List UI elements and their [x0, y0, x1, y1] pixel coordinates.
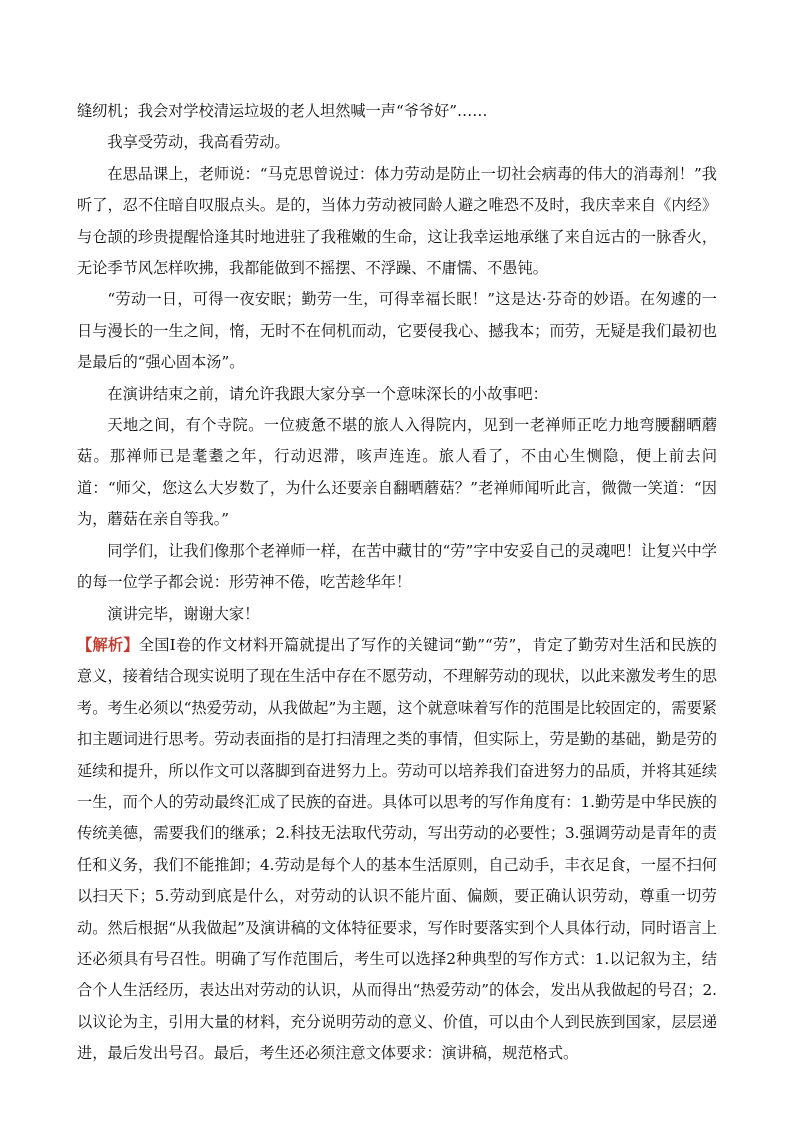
paragraph-2: 我享受劳动，我高看劳动。	[107, 133, 290, 152]
paragraph-3: 在思品课上，老师说：“马克思曾说过：体力劳动是防止一切社会病毒的伟大的消毒剂！”我听了，忍不住暗自叹服点头。是的，当体力劳动被同龄人避之唯恐不及时，我庆幸来自《内经》与仓颉的珍贵提醒恰逢其时地进驻了我稚嫩的生命，这让我幸运地承继了来自远古的一脉香火，无论季节风怎样吹拂，我都能做到不摇摆、不浮躁、不庸懦、不愚钝。	[77, 164, 717, 278]
analysis-tag: 【解析】	[77, 635, 139, 654]
paragraph-4: “劳动一日，可得一夜安眠；勤劳一生，可得幸福长眠！”这是达·芬奇的妙语。在匆遽的一日与漫长的一生之间，惰，无时不在伺机而动，它要侵我心、撼我本；而劳，无疑是我们最初也是最后的“强心固本汤”。	[77, 290, 717, 372]
paragraph-6: 天地之间，有个寺院。一位疲惫不堪的旅人入得院内，见到一老禅师正吃力地弯腰翻晒蘑菇。那禅师已是耄耋之年，行动迟滞，咳声连连。旅人看了，不由心生恻隐，便上前去问道：“师父，您这么大岁数了，为什么还要亲自翻晒蘑菇？”老禅师闻听此言，微微一笑道：“因为，蘑菇在亲自等我。”	[77, 416, 717, 529]
paragraph-1: 缝纫机；我会对学校清运垃圾的老人坦然喊一声“爷爷好”……	[77, 102, 488, 120]
analysis-paragraph	[77, 630, 717, 1070]
analysis-text: 全国Ⅰ卷的作文材料开篇就提出了写作的关键词“勤”“劳”，肯定了勤劳对生活和民族的意义，接着结合现实说明了现在生活中存在不愿劳动，不理解劳动的现状，以此来激发考生的思考。考生必须以“热爱劳动，从我做起”为主题，这个就意味着写作的范围是比较固定的，需要紧扣主题词进行思考。劳动表面指的是打扫清理之类的事情，但实际上，劳是勤的基础，勤是劳的延续和提升，所以作文可以落脚到奋进努力上。劳动可以培养我们奋进努力的品质，并将其延续一生，而个人的劳动最终汇成了民族的奋进。具体可以思考的写作角度有：1.勤劳是中华民族的传统美德，需要我们的继承；2.科技无法取代劳动，写出劳动的必要性；3.强调劳动是青年的责任和义务，我们不能推卸；4.劳动是每个人的基本生活原则，自己动手，丰衣足食，一屋不扫何以扫天下；5.劳动到底是什么，对劳动的认识不能片面、偏颇，要正确认识劳动，尊重一切劳动。然后根据“从我做起”及演讲稿的文体特征要求，写作时要落实到个人具体行动，同时语言上还必须具有号召性。明确了写作范围后，考生可以选择2种典型的写作方式：1.以记叙为主，结合个人生活经历，表达出对劳动的认识，从而得出“热爱劳动”的体会，发出从我做起的号召；2.以议论为主，引用大量的材料，充分说明劳动的意义、价值，可以由个人到民族到国家，层层递进，最后发出号召。最后，考生还必须注意文体要求：演讲稿，规范格式。	[77, 635, 717, 1063]
paragraph-8: 演讲完毕，谢谢大家！	[107, 604, 260, 623]
paragraph-5: 在演讲结束之前，请允许我跟大家分享一个意味深长的小故事吧：	[107, 384, 548, 403]
paragraph-7: 同学们，让我们像那个老禅师一样，在苦中藏甘的“劳”字中安妥自己的灵魂吧！让复兴中学的每一位学子都会说：形劳神不倦，吃苦趁华年！	[77, 541, 717, 592]
document-body	[77, 96, 717, 1070]
